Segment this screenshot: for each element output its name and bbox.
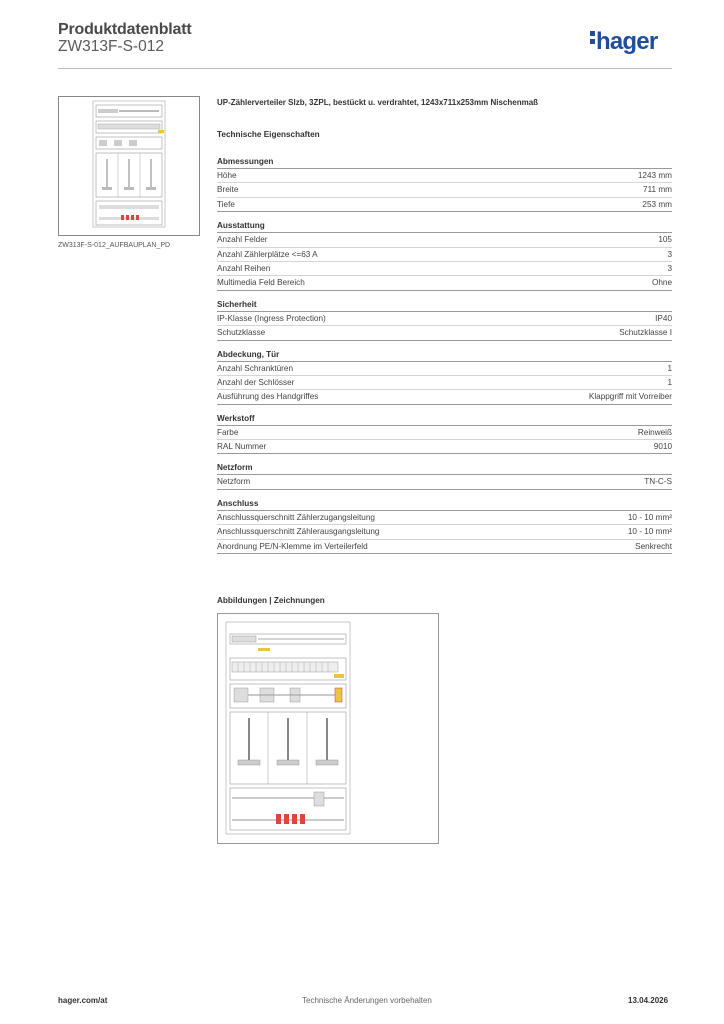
- spec-row: [217, 540, 672, 554]
- spec-group-dimensions: [217, 156, 672, 212]
- spec-label: Schutzklasse: [217, 328, 266, 338]
- spec-row: [217, 376, 672, 390]
- spec-value: 1: [667, 363, 672, 373]
- spec-label: Netzform: [217, 477, 251, 487]
- spec-row: [217, 475, 672, 489]
- drawings-heading: Abbildungen | Zeichnungen: [217, 596, 325, 605]
- spec-value: 1: [667, 377, 672, 387]
- spec-row: [217, 169, 672, 183]
- spec-label: Anzahl der Schlösser: [217, 377, 295, 387]
- spec-row: [217, 248, 672, 262]
- spec-label: Anzahl Zählerplätze <=63 A: [217, 249, 318, 259]
- spec-value: Schutzklasse I: [619, 328, 672, 338]
- spec-group-connection: [217, 498, 672, 554]
- spec-row: [217, 426, 672, 440]
- spec-label: Tiefe: [217, 199, 235, 209]
- spec-value: Senkrecht: [635, 541, 672, 551]
- spec-label: Höhe: [217, 171, 237, 180]
- spec-label: Anschlussquerschnitt Zählerzugangsleitung: [217, 512, 375, 522]
- spec-label: Anzahl Schranktüren: [217, 363, 294, 373]
- thumbnail-layout-drawing: [59, 97, 199, 235]
- spec-label: RAL Nummer: [217, 442, 267, 452]
- spec-value: 10 - 10 mm²: [627, 527, 672, 537]
- article-number: ZW313F-S-012: [58, 38, 164, 55]
- spec-row: [217, 440, 672, 454]
- footer-date: 13.04.2026: [628, 996, 669, 1005]
- spec-group-material: [217, 413, 672, 455]
- product-description: UP-Zählerverteiler Slzb, 3ZPL, bestückt u. verdrahtet, 1243x711x253mm Nischenmaß: [217, 98, 539, 107]
- spec-label: Ausführung des Handgriffes: [217, 392, 319, 402]
- spec-value: Reinweiß: [637, 427, 672, 437]
- logo-colon-icon: [590, 28, 596, 47]
- technical-specs: [217, 130, 672, 562]
- spec-value: 9010: [653, 442, 672, 452]
- spec-value: 3: [667, 263, 672, 273]
- spec-label: Anschlussquerschnitt Zählerausgangsleitung: [217, 527, 380, 537]
- spec-row: [217, 362, 672, 376]
- spec-row: [217, 511, 672, 525]
- spec-group-title: Anschluss: [217, 498, 672, 511]
- spec-group-safety: [217, 299, 672, 341]
- spec-value: 3: [667, 249, 672, 259]
- spec-group-title: Abdeckung, Tür: [217, 349, 672, 362]
- spec-label: Farbe: [217, 427, 239, 437]
- hager-logo: [590, 28, 657, 56]
- spec-group-title: Abmessungen: [217, 156, 672, 169]
- spec-row: [217, 262, 672, 276]
- spec-label: Multimedia Feld Bereich: [217, 278, 305, 288]
- spec-group-title: Netzform: [217, 462, 672, 475]
- spec-label: Breite: [217, 185, 239, 195]
- spec-row: [217, 312, 672, 326]
- spec-group-cover-door: [217, 349, 672, 405]
- spec-value: Klappgriff mit Vorreiber: [588, 392, 672, 402]
- spec-group-equipment: [217, 220, 672, 291]
- spec-row: [217, 326, 672, 340]
- spec-row: [217, 525, 672, 539]
- header-divider: [58, 68, 672, 69]
- footer-disclaimer: Technische Änderungen vorbehalten: [302, 996, 432, 1005]
- spec-value: 711 mm: [643, 185, 672, 195]
- specs-heading: Technische Eigenschaften: [217, 130, 320, 139]
- spec-row: [217, 183, 672, 197]
- spec-label: IP-Klasse (Ingress Protection): [217, 313, 326, 323]
- spec-value: 1243 mm: [637, 171, 672, 180]
- spec-group-network: [217, 462, 672, 489]
- spec-value: Ohne: [651, 278, 672, 288]
- document-title: Produktdatenblatt: [58, 21, 192, 38]
- logo-text: hager: [596, 28, 658, 55]
- spec-row: [217, 198, 672, 212]
- spec-value: 253 mm: [642, 199, 672, 209]
- spec-value: 10 - 10 mm²: [627, 512, 672, 522]
- spec-label: Anzahl Felder: [217, 235, 268, 245]
- spec-value: 105: [658, 235, 672, 245]
- spec-label: Anordnung PE/N-Klemme im Verteilerfeld: [217, 541, 368, 551]
- spec-row: [217, 390, 672, 404]
- spec-group-title: Werkstoff: [217, 413, 672, 426]
- spec-value: TN-C-S: [644, 477, 672, 487]
- spec-row: [217, 276, 672, 290]
- distribution-board-drawing: [218, 614, 438, 843]
- thumbnail-caption: ZW313F-S-012_AUFBAUPLAN_PD: [58, 242, 171, 249]
- product-thumbnail: [58, 96, 200, 236]
- spec-row: [217, 233, 672, 247]
- spec-group-title: Sicherheit: [217, 299, 672, 312]
- spec-group-title: Ausstattung: [217, 220, 672, 233]
- spec-value: IP40: [655, 313, 672, 323]
- layout-drawing: [217, 613, 439, 844]
- footer-website: hager.com/at: [58, 996, 108, 1005]
- spec-label: Anzahl Reihen: [217, 263, 271, 273]
